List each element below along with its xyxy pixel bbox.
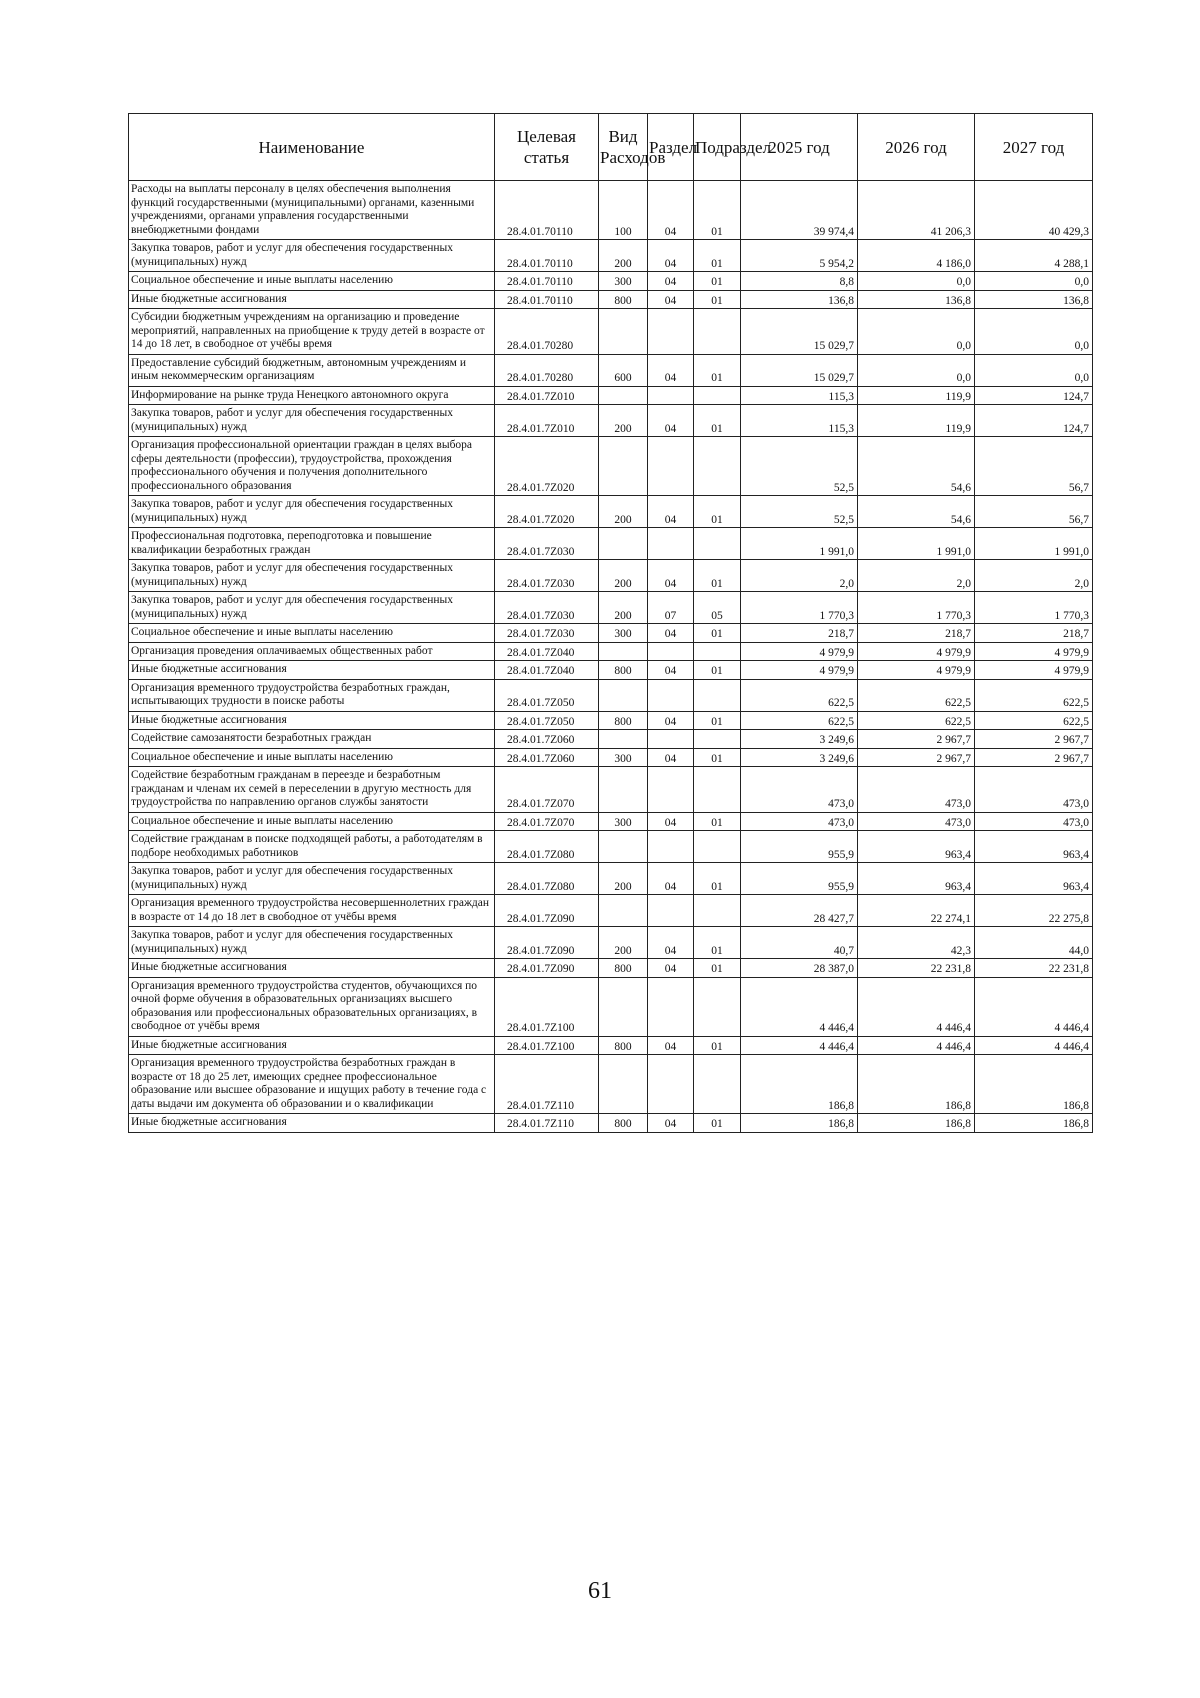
- row-value-2025: 2,0: [741, 560, 858, 592]
- row-subsection: 01: [694, 1114, 741, 1133]
- row-subsection: 01: [694, 927, 741, 959]
- row-subsection: 01: [694, 290, 741, 309]
- row-expense-type: 300: [599, 624, 648, 643]
- row-expense-type: 800: [599, 959, 648, 978]
- row-value-2025: 5 954,2: [741, 240, 858, 272]
- row-name: Организация временного трудоустройства безработных граждан, испытывающих трудности в поиске работы: [129, 679, 495, 711]
- row-name: Закупка товаров, работ и услуг для обеспечения государственных (муниципальных) нужд: [129, 592, 495, 624]
- row-section: 04: [648, 1114, 694, 1133]
- row-section: [648, 730, 694, 749]
- row-expense-type: [599, 1055, 648, 1114]
- row-subsection: [694, 386, 741, 405]
- row-name: Субсидии бюджетным учреждениям на организацию и проведение мероприятий, направленных на приобщение к труду детей в возрасте от 14 до 18 лет, в свободное от учёбы время: [129, 309, 495, 355]
- row-subsection: [694, 679, 741, 711]
- row-section: 04: [648, 711, 694, 730]
- row-section: 04: [648, 354, 694, 386]
- row-subsection: [694, 309, 741, 355]
- row-name: Закупка товаров, работ и услуг для обеспечения государственных (муниципальных) нужд: [129, 863, 495, 895]
- table-body: [129, 181, 1093, 1133]
- row-name: Закупка товаров, работ и услуг для обеспечения государственных (муниципальных) нужд: [129, 240, 495, 272]
- row-value-2027: 56,7: [975, 496, 1093, 528]
- header-section: Раздел: [648, 114, 694, 181]
- row-expense-type: [599, 642, 648, 661]
- row-expense-type: 800: [599, 1036, 648, 1055]
- row-expense-type: [599, 528, 648, 560]
- table-row: [129, 1055, 1093, 1114]
- row-subsection: 01: [694, 624, 741, 643]
- row-value-2027: 0,0: [975, 272, 1093, 291]
- row-value-2027: 0,0: [975, 309, 1093, 355]
- row-value-2027: 186,8: [975, 1114, 1093, 1133]
- row-value-2025: 186,8: [741, 1114, 858, 1133]
- row-name: Закупка товаров, работ и услуг для обеспечения государственных (муниципальных) нужд: [129, 560, 495, 592]
- row-target-article: 28.4.01.70280: [495, 354, 599, 386]
- row-expense-type: [599, 831, 648, 863]
- row-subsection: [694, 642, 741, 661]
- row-value-2027: 186,8: [975, 1055, 1093, 1114]
- row-name: Содействие гражданам в поиске подходящей работы, а работодателям в подборе необходимых работников: [129, 831, 495, 863]
- header-target-article: Целевая статья: [495, 114, 599, 181]
- table-row: [129, 927, 1093, 959]
- row-value-2027: 22 231,8: [975, 959, 1093, 978]
- row-value-2026: 4 446,4: [858, 1036, 975, 1055]
- row-expense-type: [599, 767, 648, 813]
- row-subsection: [694, 767, 741, 813]
- row-value-2026: 622,5: [858, 711, 975, 730]
- row-name: Иные бюджетные ассигнования: [129, 711, 495, 730]
- table-row: [129, 767, 1093, 813]
- table-row: [129, 1036, 1093, 1055]
- row-expense-type: 200: [599, 405, 648, 437]
- row-value-2026: 963,4: [858, 831, 975, 863]
- row-value-2025: 15 029,7: [741, 354, 858, 386]
- row-value-2026: 54,6: [858, 496, 975, 528]
- row-section: [648, 309, 694, 355]
- row-subsection: 01: [694, 959, 741, 978]
- row-expense-type: [599, 309, 648, 355]
- table-row: [129, 730, 1093, 749]
- row-section: [648, 977, 694, 1036]
- row-section: 04: [648, 290, 694, 309]
- header-year-2027: 2027 год: [975, 114, 1093, 181]
- row-value-2027: 124,7: [975, 386, 1093, 405]
- row-section: 04: [648, 959, 694, 978]
- row-subsection: [694, 977, 741, 1036]
- table-row: [129, 560, 1093, 592]
- row-subsection: [694, 1055, 741, 1114]
- table-row: [129, 812, 1093, 831]
- row-expense-type: 200: [599, 927, 648, 959]
- row-value-2025: 955,9: [741, 863, 858, 895]
- table-row: [129, 290, 1093, 309]
- row-name: Закупка товаров, работ и услуг для обеспечения государственных (муниципальных) нужд: [129, 496, 495, 528]
- row-value-2026: 4 979,9: [858, 661, 975, 680]
- row-subsection: [694, 895, 741, 927]
- row-section: 04: [648, 272, 694, 291]
- row-name: Иные бюджетные ассигнования: [129, 1036, 495, 1055]
- row-subsection: 01: [694, 661, 741, 680]
- row-target-article: 28.4.01.7Z080: [495, 863, 599, 895]
- row-value-2027: 4 446,4: [975, 1036, 1093, 1055]
- table-row: [129, 977, 1093, 1036]
- budget-table-sheet: [128, 113, 1092, 1133]
- row-expense-type: 600: [599, 354, 648, 386]
- row-value-2025: 28 387,0: [741, 959, 858, 978]
- row-expense-type: 800: [599, 711, 648, 730]
- table-row: [129, 496, 1093, 528]
- row-section: 04: [648, 405, 694, 437]
- row-target-article: 28.4.01.70280: [495, 309, 599, 355]
- row-name: Социальное обеспечение и иные выплаты населению: [129, 272, 495, 291]
- row-value-2026: 2 967,7: [858, 730, 975, 749]
- row-expense-type: 100: [599, 181, 648, 240]
- row-value-2026: 22 274,1: [858, 895, 975, 927]
- row-target-article: 28.4.01.7Z090: [495, 927, 599, 959]
- row-value-2026: 0,0: [858, 272, 975, 291]
- table-row: [129, 624, 1093, 643]
- row-value-2025: 3 249,6: [741, 748, 858, 767]
- row-target-article: 28.4.01.70110: [495, 290, 599, 309]
- table-row: [129, 309, 1093, 355]
- row-section: 04: [648, 863, 694, 895]
- row-target-article: 28.4.01.7Z040: [495, 661, 599, 680]
- table-row: [129, 748, 1093, 767]
- row-value-2025: 15 029,7: [741, 309, 858, 355]
- row-value-2026: 136,8: [858, 290, 975, 309]
- row-value-2026: 41 206,3: [858, 181, 975, 240]
- row-expense-type: [599, 977, 648, 1036]
- row-expense-type: 200: [599, 560, 648, 592]
- row-expense-type: 800: [599, 1114, 648, 1133]
- row-target-article: 28.4.01.7Z010: [495, 405, 599, 437]
- row-target-article: 28.4.01.70110: [495, 181, 599, 240]
- row-name: Закупка товаров, работ и услуг для обеспечения государственных (муниципальных) нужд: [129, 405, 495, 437]
- row-section: [648, 437, 694, 496]
- row-subsection: 01: [694, 863, 741, 895]
- row-target-article: 28.4.01.7Z110: [495, 1055, 599, 1114]
- table-row: [129, 272, 1093, 291]
- row-value-2027: 4 979,9: [975, 661, 1093, 680]
- row-name: Организация временного трудоустройства студентов, обучающихся по очной форме обучения в образовательных организациях высшего образования или профессиональных образовательных организациях, в свободное от учёбы время: [129, 977, 495, 1036]
- row-subsection: [694, 831, 741, 863]
- row-value-2025: 4 979,9: [741, 642, 858, 661]
- row-expense-type: 200: [599, 496, 648, 528]
- table-row: [129, 863, 1093, 895]
- row-value-2027: 136,8: [975, 290, 1093, 309]
- row-value-2025: 473,0: [741, 767, 858, 813]
- row-subsection: 01: [694, 272, 741, 291]
- row-section: 04: [648, 181, 694, 240]
- table-row: [129, 437, 1093, 496]
- row-section: [648, 642, 694, 661]
- row-value-2025: 1 991,0: [741, 528, 858, 560]
- row-value-2026: 4 979,9: [858, 642, 975, 661]
- row-value-2025: 40,7: [741, 927, 858, 959]
- row-section: 04: [648, 1036, 694, 1055]
- row-section: [648, 1055, 694, 1114]
- row-name: Иные бюджетные ассигнования: [129, 661, 495, 680]
- row-value-2026: 22 231,8: [858, 959, 975, 978]
- row-name: Содействие безработным гражданам в переезде и безработным гражданам и членам их семей в переселении в другую местность для трудоустройства по направлению органов службы занятости: [129, 767, 495, 813]
- row-subsection: 01: [694, 405, 741, 437]
- table-row: [129, 240, 1093, 272]
- row-value-2027: 622,5: [975, 711, 1093, 730]
- row-expense-type: 200: [599, 863, 648, 895]
- row-name: Организация профессиональной ориентации граждан в целях выбора сферы деятельности (профессии), трудоустройства, прохождения профессионального обучения и получения дополнительного профессионального образования: [129, 437, 495, 496]
- row-section: [648, 386, 694, 405]
- row-value-2027: 1 770,3: [975, 592, 1093, 624]
- row-name: Организация временного трудоустройства безработных граждан в возрасте от 18 до 25 лет, имеющих среднее профессиональное образование или высшее образование и ищущих работу в течение года с даты выдачи им документа об образовании и о квалификации: [129, 1055, 495, 1114]
- row-value-2027: 2,0: [975, 560, 1093, 592]
- row-value-2025: 52,5: [741, 496, 858, 528]
- row-name: Иные бюджетные ассигнования: [129, 959, 495, 978]
- row-value-2026: 54,6: [858, 437, 975, 496]
- row-section: 04: [648, 240, 694, 272]
- row-value-2027: 218,7: [975, 624, 1093, 643]
- row-value-2025: 115,3: [741, 386, 858, 405]
- row-value-2025: 52,5: [741, 437, 858, 496]
- table-row: [129, 592, 1093, 624]
- header-year-2025: 2025 год: [741, 114, 858, 181]
- page-number: 61: [588, 1578, 612, 1604]
- row-value-2027: 963,4: [975, 863, 1093, 895]
- row-subsection: 01: [694, 560, 741, 592]
- row-section: [648, 895, 694, 927]
- row-value-2025: 622,5: [741, 679, 858, 711]
- row-subsection: [694, 528, 741, 560]
- table-row: [129, 642, 1093, 661]
- row-expense-type: [599, 386, 648, 405]
- row-value-2027: 40 429,3: [975, 181, 1093, 240]
- row-value-2026: 1 770,3: [858, 592, 975, 624]
- table-row: [129, 679, 1093, 711]
- row-value-2025: 115,3: [741, 405, 858, 437]
- row-target-article: 28.4.01.7Z030: [495, 560, 599, 592]
- row-value-2025: 955,9: [741, 831, 858, 863]
- row-value-2027: 963,4: [975, 831, 1093, 863]
- row-section: 04: [648, 560, 694, 592]
- row-subsection: 01: [694, 240, 741, 272]
- row-name: Организация временного трудоустройства несовершеннолетних граждан в возрасте от 14 до 18 лет в свободное от учёбы время: [129, 895, 495, 927]
- row-name: Профессиональная подготовка, переподготовка и повышение квалификации безработных граждан: [129, 528, 495, 560]
- row-value-2025: 186,8: [741, 1055, 858, 1114]
- row-value-2026: 963,4: [858, 863, 975, 895]
- row-target-article: 28.4.01.7Z100: [495, 1036, 599, 1055]
- row-value-2027: 622,5: [975, 679, 1093, 711]
- row-value-2025: 4 979,9: [741, 661, 858, 680]
- table-row: [129, 181, 1093, 240]
- row-name: Предоставление субсидий бюджетным, автономным учреждениям и иным некоммерческим организациям: [129, 354, 495, 386]
- row-value-2026: 1 991,0: [858, 528, 975, 560]
- row-expense-type: 200: [599, 592, 648, 624]
- row-target-article: 28.4.01.7Z070: [495, 812, 599, 831]
- row-name: Закупка товаров, работ и услуг для обеспечения государственных (муниципальных) нужд: [129, 927, 495, 959]
- row-value-2027: 473,0: [975, 767, 1093, 813]
- row-value-2027: 473,0: [975, 812, 1093, 831]
- row-expense-type: 800: [599, 290, 648, 309]
- row-value-2026: 186,8: [858, 1055, 975, 1114]
- row-value-2026: 119,9: [858, 386, 975, 405]
- row-expense-type: 800: [599, 661, 648, 680]
- budget-table: [128, 113, 1093, 1133]
- row-value-2026: 186,8: [858, 1114, 975, 1133]
- row-value-2026: 0,0: [858, 354, 975, 386]
- row-target-article: 28.4.01.7Z040: [495, 642, 599, 661]
- row-value-2027: 56,7: [975, 437, 1093, 496]
- row-target-article: 28.4.01.70110: [495, 272, 599, 291]
- row-name: Организация проведения оплачиваемых общественных работ: [129, 642, 495, 661]
- row-value-2027: 0,0: [975, 354, 1093, 386]
- row-section: 04: [648, 661, 694, 680]
- row-subsection: 01: [694, 711, 741, 730]
- row-target-article: 28.4.01.70110: [495, 240, 599, 272]
- row-target-article: 28.4.01.7Z010: [495, 386, 599, 405]
- row-subsection: 01: [694, 748, 741, 767]
- row-subsection: 01: [694, 812, 741, 831]
- row-name: Иные бюджетные ассигнования: [129, 1114, 495, 1133]
- row-subsection: 01: [694, 181, 741, 240]
- row-value-2026: 42,3: [858, 927, 975, 959]
- row-name: Информирование на рынке труда Ненецкого автономного округа: [129, 386, 495, 405]
- row-value-2025: 473,0: [741, 812, 858, 831]
- row-section: [648, 831, 694, 863]
- row-expense-type: 200: [599, 240, 648, 272]
- row-expense-type: 300: [599, 748, 648, 767]
- row-name: Социальное обеспечение и иные выплаты населению: [129, 748, 495, 767]
- row-target-article: 28.4.01.7Z020: [495, 437, 599, 496]
- row-target-article: 28.4.01.7Z030: [495, 592, 599, 624]
- header-name: Наименование: [129, 114, 495, 181]
- row-section: 04: [648, 927, 694, 959]
- row-target-article: 28.4.01.7Z060: [495, 748, 599, 767]
- row-section: [648, 528, 694, 560]
- row-target-article: 28.4.01.7Z050: [495, 679, 599, 711]
- row-target-article: 28.4.01.7Z080: [495, 831, 599, 863]
- table-row: [129, 661, 1093, 680]
- table-row: [129, 895, 1093, 927]
- table-row: [129, 354, 1093, 386]
- table-row: [129, 528, 1093, 560]
- row-value-2026: 473,0: [858, 767, 975, 813]
- row-value-2027: 4 288,1: [975, 240, 1093, 272]
- row-expense-type: 300: [599, 272, 648, 291]
- row-value-2025: 136,8: [741, 290, 858, 309]
- row-value-2026: 4 186,0: [858, 240, 975, 272]
- table-row: [129, 831, 1093, 863]
- row-name: Иные бюджетные ассигнования: [129, 290, 495, 309]
- row-value-2025: 39 974,4: [741, 181, 858, 240]
- row-subsection: 01: [694, 354, 741, 386]
- row-target-article: 28.4.01.7Z070: [495, 767, 599, 813]
- header-subsection: Подраздел: [694, 114, 741, 181]
- row-expense-type: [599, 730, 648, 749]
- row-section: 04: [648, 496, 694, 528]
- row-value-2026: 119,9: [858, 405, 975, 437]
- row-value-2026: 0,0: [858, 309, 975, 355]
- table-row: [129, 386, 1093, 405]
- row-subsection: [694, 437, 741, 496]
- row-value-2026: 218,7: [858, 624, 975, 643]
- row-subsection: [694, 730, 741, 749]
- row-expense-type: [599, 679, 648, 711]
- row-name: Социальное обеспечение и иные выплаты населению: [129, 624, 495, 643]
- row-section: 07: [648, 592, 694, 624]
- row-value-2025: 4 446,4: [741, 977, 858, 1036]
- table-row: [129, 1114, 1093, 1133]
- table-row: [129, 959, 1093, 978]
- row-subsection: 05: [694, 592, 741, 624]
- table-header-row: [129, 114, 1093, 181]
- row-target-article: 28.4.01.7Z030: [495, 624, 599, 643]
- row-target-article: 28.4.01.7Z090: [495, 959, 599, 978]
- row-expense-type: [599, 437, 648, 496]
- row-value-2027: 22 275,8: [975, 895, 1093, 927]
- row-expense-type: [599, 895, 648, 927]
- row-section: 04: [648, 624, 694, 643]
- header-year-2026: 2026 год: [858, 114, 975, 181]
- row-value-2027: 124,7: [975, 405, 1093, 437]
- row-value-2027: 4 446,4: [975, 977, 1093, 1036]
- row-value-2026: 2,0: [858, 560, 975, 592]
- row-value-2026: 622,5: [858, 679, 975, 711]
- row-value-2027: 44,0: [975, 927, 1093, 959]
- row-value-2026: 4 446,4: [858, 977, 975, 1036]
- row-value-2025: 4 446,4: [741, 1036, 858, 1055]
- row-name: Социальное обеспечение и иные выплаты населению: [129, 812, 495, 831]
- row-subsection: 01: [694, 496, 741, 528]
- row-target-article: 28.4.01.7Z100: [495, 977, 599, 1036]
- table-row: [129, 405, 1093, 437]
- row-value-2025: 1 770,3: [741, 592, 858, 624]
- table-row: [129, 711, 1093, 730]
- row-value-2025: 218,7: [741, 624, 858, 643]
- row-target-article: 28.4.01.7Z090: [495, 895, 599, 927]
- row-value-2027: 2 967,7: [975, 730, 1093, 749]
- row-target-article: 28.4.01.7Z020: [495, 496, 599, 528]
- row-section: 04: [648, 748, 694, 767]
- row-value-2026: 473,0: [858, 812, 975, 831]
- row-value-2027: 4 979,9: [975, 642, 1093, 661]
- row-target-article: 28.4.01.7Z060: [495, 730, 599, 749]
- row-subsection: 01: [694, 1036, 741, 1055]
- row-value-2025: 8,8: [741, 272, 858, 291]
- row-value-2025: 28 427,7: [741, 895, 858, 927]
- row-value-2025: 3 249,6: [741, 730, 858, 749]
- row-target-article: 28.4.01.7Z050: [495, 711, 599, 730]
- row-section: [648, 679, 694, 711]
- header-expense-type: Вид Расходов: [599, 114, 648, 181]
- row-value-2025: 622,5: [741, 711, 858, 730]
- row-section: [648, 767, 694, 813]
- row-name: Содействие самозанятости безработных граждан: [129, 730, 495, 749]
- row-target-article: 28.4.01.7Z030: [495, 528, 599, 560]
- row-section: 04: [648, 812, 694, 831]
- row-expense-type: 300: [599, 812, 648, 831]
- row-name: Расходы на выплаты персоналу в целях обеспечения выполнения функций государственными (муниципальными) органами, казенными учреждениями, органами управления государственными внебюджетными фондами: [129, 181, 495, 240]
- row-value-2026: 2 967,7: [858, 748, 975, 767]
- row-target-article: 28.4.01.7Z110: [495, 1114, 599, 1133]
- row-value-2027: 2 967,7: [975, 748, 1093, 767]
- row-value-2027: 1 991,0: [975, 528, 1093, 560]
